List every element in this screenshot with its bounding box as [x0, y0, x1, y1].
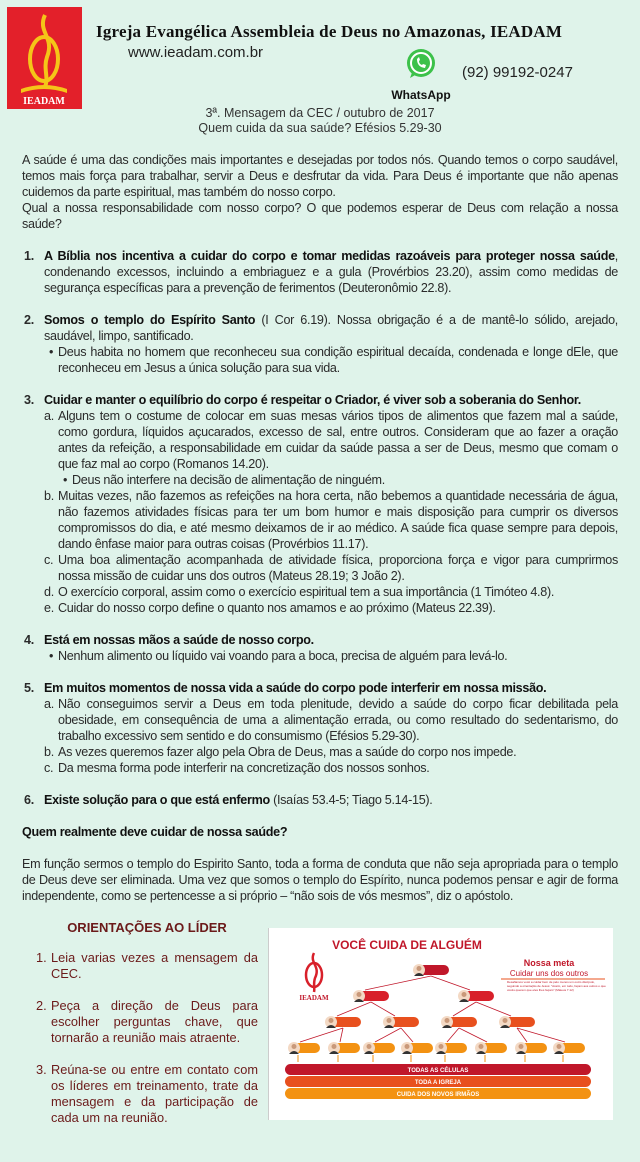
- phone-number: (92) 99192-0247: [462, 64, 573, 81]
- infographic-logo-text: IEADAM: [299, 994, 329, 1002]
- item-heading: Cuidar e manter o equilíbrio do corpo é respeitar o Criador, é viver sob a soberania do Senhor.: [44, 393, 581, 407]
- item-number: 2.: [24, 313, 34, 327]
- list-item: [22, 792, 618, 808]
- intro-paragraph: A saúde é uma das condições mais importantes e desejadas por todos nós. Quando temos o corpo saudável, temos mais força para trabalhar, servir a Deus e desfrutar da vida. Para Deus é importante que não apenas cuidemos da parte espiritual, mas também do nosso corpo.: [22, 153, 618, 199]
- item-heading: A Bíblia nos incentiva a cuidar do corpo e tomar medidas razoáveis para proteger nossa saúde: [44, 249, 615, 263]
- subtitle-line-1: 3ª. Mensagem da CEC / outubro de 2017: [205, 106, 435, 120]
- item-heading: Somos o templo do Espírito Santo: [44, 313, 256, 327]
- website-link[interactable]: www.ieadam.com.br: [128, 44, 264, 61]
- whatsapp-label: WhatsApp: [391, 88, 451, 102]
- item-number: 6.: [24, 793, 34, 807]
- infographic: [268, 928, 613, 1120]
- sub-item-text: Uma boa alimentação acompanhada de atividade física, proporciona força e vigor para cumprirmos nossa missão de cuidar uns dos outros (Mateus 28.19; 3 João 2).: [58, 553, 618, 583]
- item-heading: Está em nossas mãos a saúde de nosso corpo.: [44, 633, 314, 647]
- list-item: [22, 248, 618, 296]
- list-item: [22, 392, 618, 616]
- sub-item: b. Muitas vezes, não fazemos as refeições na hora certa, não bebemos a quantidade necessária de água, não fazemos atividades físicas para ter um bom humor e mais disposição para cumprir os diversos compromissos do dia, e até mesmo deixamos de ir ao médico. A saúde fica quase sempre para depois, dando ênfase maior para outras coisas (Provérbios 11.17).: [44, 489, 618, 551]
- band-label: TODAS AS CÉLULAS: [407, 1068, 469, 1074]
- closing-paragraph: Em função sermos o templo do Espirito Santo, toda a forma de conduta que não seja apropriada para o templo de Deus deve ser eliminada. Uma vez que somos o templo do Espírito, nunca podemos pensar e agir de forma independente, como se pertencesse a si próprio – “não sois de vós mesmos”, diz o apóstolo.: [22, 857, 618, 903]
- leader-item: 2. Peça a direção de Deus para escolher perguntas chave, que tornarão a reunião mais atraente.: [36, 998, 258, 1045]
- goal-subtitle: Cuidar uns dos outros: [509, 969, 589, 978]
- sub-item: e. Cuidar do nosso corpo define o quanto nos amamos e ao próximo (Mateus 22.39).: [44, 600, 618, 616]
- sub-item: c. Da mesma forma pode interferir na concretização dos nossos sonhos.: [44, 760, 618, 776]
- subtitle-line-2: Quem cuida da sua saúde? Efésios 5.29-30: [198, 121, 442, 135]
- item-number: 3.: [24, 393, 34, 407]
- band-label: TODA A IGREJA: [414, 1080, 462, 1086]
- bullet-item: • Deus não interfere na decisão de alimentação de ninguém.: [58, 472, 618, 488]
- bullet-item: • Nenhum alimento ou líquido vai voando para a boca, precisa de alguém para levá-lo.: [44, 648, 618, 664]
- sub-item: a. Não conseguimos servir a Deus em toda plenitude, devido a saúde do corpo ficar debilitada pela obesidade, em consequência de uma a alimentação errada, ou como resultado do sedentarismo, do trabalho excessivo sem sentido e do consumismo (Efésios 5.29-30).: [44, 697, 618, 743]
- item-heading: Em muitos momentos de nossa vida a saúde do corpo pode interferir em nossa missão.: [44, 681, 547, 695]
- list-item: [22, 632, 618, 664]
- goal-text: Desafiamos você a cuidar bem de pelo menos um outro discípulo, seguindo a orientação de Jesus: "Assim, em tudo, façam aos outros o que vocês querem que eles lhes façam" (Mateus 7.12): [507, 981, 606, 992]
- item-text: (I Cor 6.19). Nossa obrigação é a de mantê-lo sólido, arejado, saudável, limpo, santificado.: [44, 313, 619, 343]
- bullet-icon: •: [62, 473, 68, 487]
- sub-item-text: Da mesma forma pode interferir na concretização dos nossos sonhos.: [58, 761, 430, 775]
- item-heading: Existe solução para o que está enfermo: [44, 793, 270, 807]
- bullet-icon: •: [48, 649, 54, 663]
- item-number: 4.: [24, 633, 34, 647]
- section-heading: Quem realmente deve cuidar de nossa saúde?: [22, 825, 288, 839]
- item-number: 1.: [24, 249, 34, 263]
- sub-item: c. Uma boa alimentação acompanhada de atividade física, proporciona força e vigor para cumprirmos nossa missão de cuidar uns dos outros (Mateus 28.19; 3 João 2).: [44, 553, 618, 583]
- item-number: 5.: [24, 681, 34, 695]
- list-item: [22, 680, 618, 776]
- bullet-item: • Deus habita no homem que reconheceu sua condição espiritual decaída, condenada e longe dEle, que reconheceu em Jesus a única solução para sua vida.: [44, 344, 618, 376]
- item-text: (Isaías 53.4-5; Tiago 5.14-15).: [269, 793, 433, 807]
- leader-item: 3. Reúna-se ou entre em contato com os líderes em treinamento, trate da mensagem e da participação de cada um na reunião.: [36, 1062, 258, 1125]
- sub-item-text: Cuidar do nosso corpo define o quanto nos amamos e ao próximo (Mateus 22.39).: [58, 601, 496, 615]
- intro-question: Qual a nossa responsabilidade com nosso corpo? O que podemos esperar de Deus com relação a nossa saúde?: [22, 201, 618, 231]
- leader-item: 1. Leia varias vezes a mensagem da CEC.: [36, 950, 258, 981]
- list-item: [22, 312, 618, 376]
- bullet-icon: •: [48, 345, 54, 359]
- sub-item-text: Muitas vezes, não fazemos as refeições na hora certa, não bebemos a quantidade necessária de água, não fazemos atividades físicas para ter um bom humor e mais disposição para cumprir os diversos compromissos do dia, e até mesmo deixamos de ir ao médico. A saúde fica quase sempre para depois, dando ênfase maior para outras coisas (Provérbios 11.17).: [58, 489, 618, 551]
- infographic-title: VOCÊ CUIDA DE ALGUÉM: [332, 938, 482, 952]
- sub-item-text: Alguns tem o costume de colocar em suas mesas vários tipos de alimentos que fazem mal a saúde, como gordura, líquidos açucarados, excesso de sal, entre outros. Consideram que ao fazer a oração antes da refeição, a responsabilidade em cuidar da saúde passa a ser de Deus, mesmo que comam o que faz mal ao corpo (Romanos 14.20).: [58, 409, 618, 471]
- sub-item: d. O exercício corporal, assim como o exercício espiritual tem a sua importância (1 Timóteo 4.8).: [44, 584, 618, 600]
- sub-item-text: Não conseguimos servir a Deus em toda plenitude, devido a saúde do corpo ficar debilitada pela obesidade, em consequência de uma a alimentação errada, ou como resultado do sedentarismo, do trabalho excessivo sem sentido e do consumismo (Efésios 5.29-30).: [58, 697, 618, 743]
- band-label: CUIDA DOS NOVOS IRMÃOS: [396, 1092, 480, 1098]
- leader-title: ORIENTAÇÕES AO LÍDER: [67, 920, 227, 935]
- sub-item-text: As vezes queremos fazer algo pela Obra de Deus, mas a saúde do corpo nos impede.: [58, 745, 517, 759]
- logo-text: IEADAM: [23, 96, 65, 107]
- message-body: [22, 152, 618, 904]
- sub-item: a. Alguns tem o costume de colocar em suas mesas vários tipos de alimentos que fazem mal a saúde, como gordura, líquidos açucarados, excesso de sal, entre outros. Consideram que ao fazer a oração antes da refeição, a responsabilidade em cuidar da saúde passa a ser de Deus, mesmo que comam o que faz mal ao corpo (Romanos 14.20). • Deus não interfere na decisão de alimentação de ninguém.: [44, 409, 618, 487]
- goal-title: Nossa meta: [523, 958, 575, 968]
- sub-item-text: O exercício corporal, assim como o exercício espiritual tem a sua importância (1 Timóteo 4.8).: [58, 585, 555, 599]
- item-text: , condenando excessos, incluindo a embriaguez e a gula (Provérbios 23.20), assim como medidas de segurança específicas para a prevenção de ferimentos (Deuteronômio 22.8).: [44, 249, 618, 295]
- org-name: Igreja Evangélica Assembleia de Deus no Amazonas, IEADAM: [96, 22, 563, 41]
- sub-item: b. As vezes queremos fazer algo pela Obra de Deus, mas a saúde do corpo nos impede.: [44, 744, 618, 760]
- leader-guidelines: [36, 920, 258, 1142]
